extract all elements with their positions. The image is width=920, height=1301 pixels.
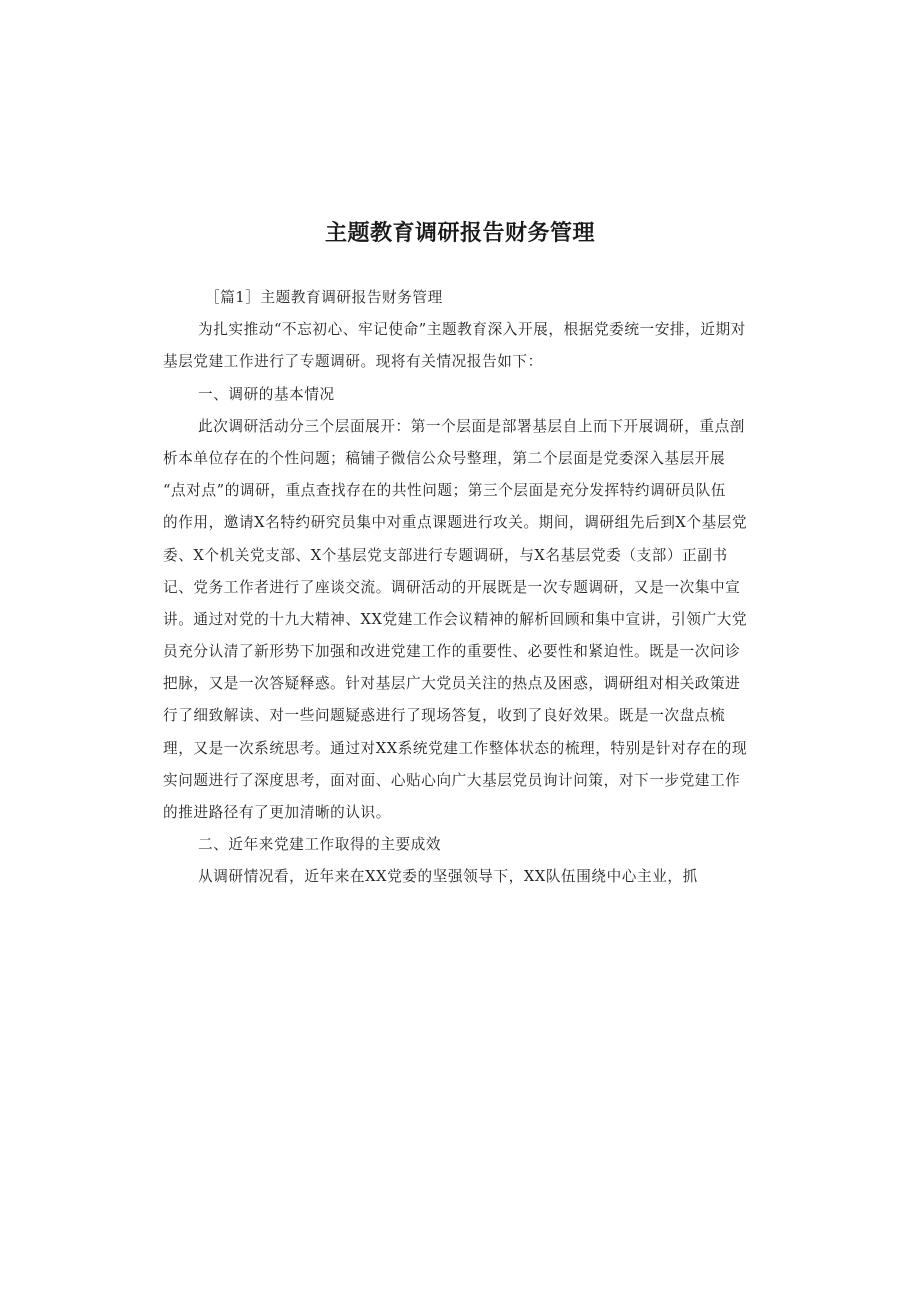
paragraph-line: 理，又是一次系统思考。通过对XX系统党建工作整体状态的梳理，特别是针对存在的现	[163, 739, 748, 757]
paragraph-line: 把脉，又是一次答疑释惑。针对基层广大党员关注的热点及困惑，调研组对相关政策进	[163, 675, 741, 693]
paragraph-line: 基层党建工作进行了专题调研。现将有关情况报告如下：	[163, 353, 543, 371]
paragraph-line: 为扎实推动“不忘初心、牢记使命”主题教育深入开展，根据党委统一安排，近期对	[198, 321, 746, 339]
section-heading: 二、近年来党建工作取得的主要成效	[198, 836, 442, 854]
document-title: 主题教育调研报告财务管理	[324, 221, 595, 246]
paragraph-line: 析本单位存在的个性问题；稿铺子微信公众号整理，第二个层面是党委深入基层开展	[163, 449, 726, 467]
paragraph-line: 的推进路径有了更加清晰的认识。	[163, 804, 391, 821]
paragraph-line: 此次调研活动分三个层面展开：第一个层面是部署基层自上而下开展调研，重点剖	[198, 417, 745, 435]
document-body	[163, 282, 755, 894]
paragraph-line: 委、X个机关党支部、X个基层党支部进行专题调研，与X名基层党委（支部）正副书	[163, 546, 728, 564]
paragraph-line: “点对点”的调研，重点查找存在的共性问题；第三个层面是充分发挥特约调研员队伍	[163, 482, 727, 500]
article-subtitle: ［篇1］主题教育调研报告财务管理	[205, 289, 443, 306]
paragraph-line: 行了细致解读、对一些问题疑惑进行了现场答复，收到了良好效果。既是一次盘点梳	[163, 707, 726, 725]
paragraph-line: 讲。通过对党的十九大精神、XX党建工作会议精神的解析回顾和集中宣讲，引领广大党	[163, 610, 748, 628]
section-heading: 一、调研的基本情况	[198, 385, 335, 403]
paragraph-line: 的作用，邀请X名特约研究员集中对重点课题进行攻关。期间，调研组先后到X个基层党	[163, 514, 748, 532]
paragraph-line: 从调研情况看，近年来在XX党委的坚强领导下，XX队伍围绕中心主业，抓	[198, 868, 698, 886]
paragraph-line: 实问题进行了深度思考，面对面、心贴心向广大基层党员询计问策，对下一步党建工作	[163, 771, 741, 789]
paragraph-line: 员充分认清了新形势下加强和改进党建工作的重要性、必要性和紧迫性。既是一次问诊	[163, 643, 741, 661]
paragraph-line: 记、党务工作者进行了座谈交流。调研活动的开展既是一次专题调研，又是一次集中宣	[163, 578, 741, 596]
